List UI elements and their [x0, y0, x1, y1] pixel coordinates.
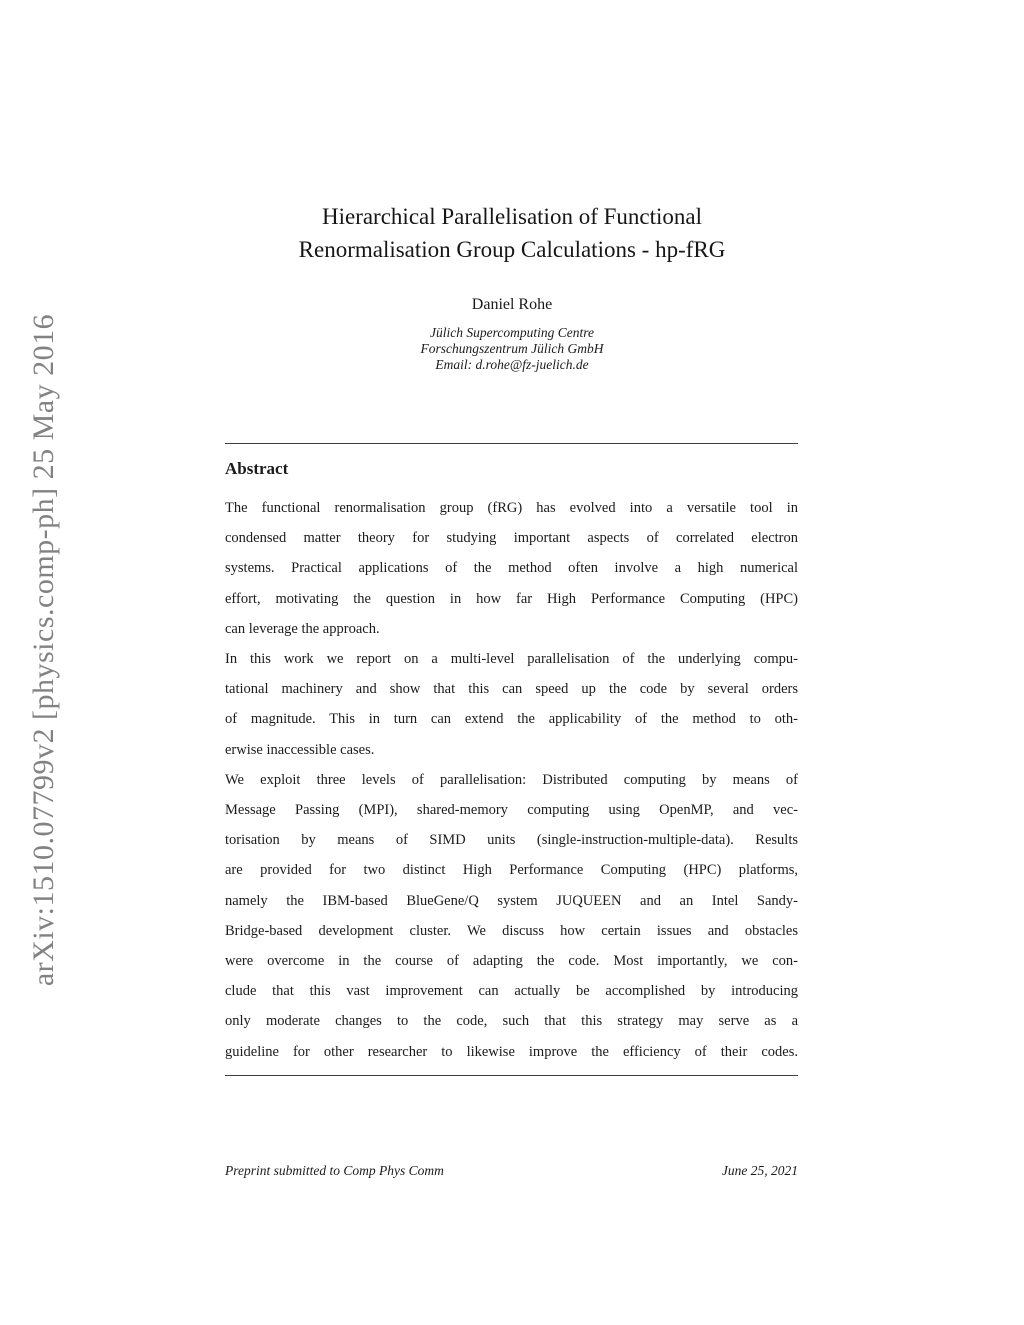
- abstract-line: systems. Practical applications of the method often involve a high numerical: [225, 560, 798, 577]
- paper-title-line2: Renormalisation Group Calculations - hp-fRG: [298, 237, 726, 262]
- abstract-line: We exploit three levels of parallelisation: Distributed computing by means of: [225, 771, 798, 788]
- abstract-line: were overcome in the course of adapting the code. Most importantly, we con-: [225, 953, 798, 970]
- abstract-line: effort, motivating the question in how far High Performance Computing (HPC): [225, 590, 798, 607]
- abstract-line: clude that this vast improvement can actually be accomplished by introducing: [225, 983, 798, 1000]
- abstract-line: guideline for other researcher to likewise improve the efficiency of their codes.: [225, 1043, 798, 1060]
- abstract-top-rule: [225, 443, 798, 444]
- title-block: [0, 200, 1024, 373]
- footer-preprint-note: Preprint submitted to Comp Phys Comm: [225, 1163, 444, 1178]
- abstract-line: In this work we report on a multi-level parallelisation of the underlying compu-: [225, 651, 798, 668]
- abstract-line: erwise inaccessible cases.: [225, 741, 375, 758]
- affiliation-block: [0, 325, 1024, 373]
- affiliation-institute: Jülich Supercomputing Centre: [430, 325, 594, 340]
- abstract-line: torisation by means of SIMD units (single-instruction-multiple-data). Results: [225, 832, 798, 849]
- paper-title-line1: Hierarchical Parallelisation of Functional: [321, 204, 702, 229]
- abstract-heading: Abstract: [225, 459, 289, 478]
- arxiv-watermark: arXiv:1510.07799v2 [physics.comp-ph] 25 May 2016: [27, 313, 60, 987]
- abstract-line: Message Passing (MPI), shared-memory computing using OpenMP, and vec-: [225, 802, 798, 819]
- footer: [225, 1163, 798, 1179]
- abstract-line: tational machinery and show that this can speed up the code by several orders: [225, 681, 798, 698]
- abstract-line: are provided for two distinct High Performance Computing (HPC) platforms,: [225, 862, 798, 879]
- abstract-line: namely the IBM-based BlueGene/Q system JUQUEEN and an Intel Sandy-: [225, 892, 798, 909]
- abstract-line: condensed matter theory for studying important aspects of correlated electron: [225, 530, 798, 547]
- abstract-line: only moderate changes to the code, such that this strategy may serve as a: [225, 1013, 798, 1030]
- affiliation-email: Email: d.rohe@fz-juelich.de: [435, 357, 589, 372]
- abstract-line: can leverage the approach.: [225, 620, 380, 637]
- author-name: Daniel Rohe: [471, 296, 553, 313]
- footer-date: June 25, 2021: [721, 1163, 798, 1178]
- abstract-line: Bridge-based development cluster. We discuss how certain issues and obstacles: [225, 922, 798, 939]
- abstract-bottom-rule: [225, 1075, 798, 1076]
- abstract-line: The functional renormalisation group (fRG) has evolved into a versatile tool in: [225, 500, 798, 516]
- abstract-body: [225, 493, 798, 1067]
- affiliation-organisation: Forschungszentrum Jülich GmbH: [420, 341, 604, 356]
- abstract-line: of magnitude. This in turn can extend the applicability of the method to oth-: [225, 711, 798, 728]
